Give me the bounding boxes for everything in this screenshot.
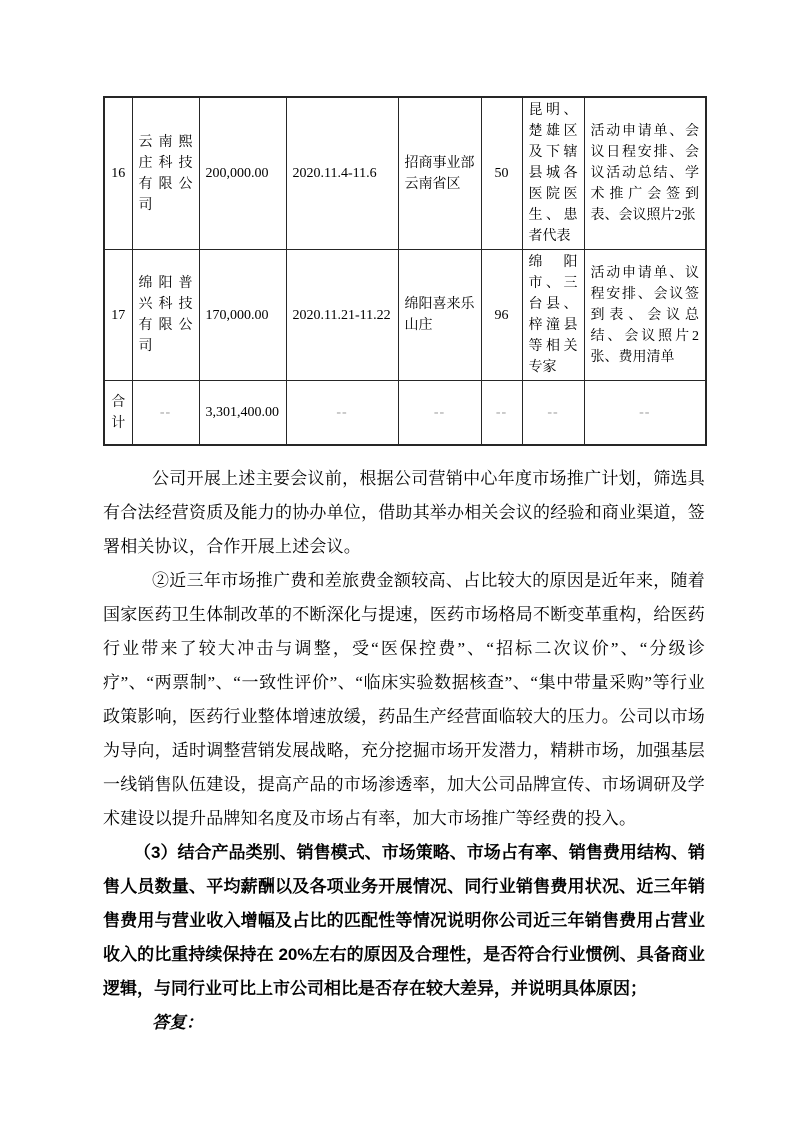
cell-total-participants-dash: -- bbox=[522, 381, 584, 446]
cell-materials-17: 活动申请单、议程安排、会议签到表、会议总结、会议照片2张、费用清单 bbox=[584, 250, 706, 381]
cell-index-16: 16 bbox=[104, 97, 132, 250]
page-content bbox=[103, 96, 707, 1040]
cell-materials-16: 活动申请单、会议日程安排、会议活动总结、学术推广会签到表、会议照片2张 bbox=[584, 97, 706, 250]
cell-company-17: 绵阳普兴科技有限公司 bbox=[132, 250, 199, 381]
cell-attendees-16: 50 bbox=[481, 97, 522, 250]
table-row-total bbox=[104, 381, 706, 446]
cell-total-materials-dash: -- bbox=[584, 381, 706, 446]
cell-participants-17: 绵阳市、三台县、梓潼县等相关专家 bbox=[522, 250, 584, 381]
reply-label: 答复： bbox=[152, 1013, 203, 1032]
cell-total-company-dash: -- bbox=[132, 381, 199, 446]
cell-total-date-dash: -- bbox=[286, 381, 398, 446]
paragraph-cooperation: 公司开展上述主要会议前，根据公司营销中心年度市场推广计划，筛选具有合法经营资质及能力的协办单位，借助其举办相关会议的经验和商业渠道，签署相关协议，合作开展上述会议。 bbox=[103, 469, 705, 556]
cell-date-16: 2020.11.4-11.6 bbox=[286, 97, 398, 250]
cell-attendees-17: 96 bbox=[481, 250, 522, 381]
cell-amount-16: 200,000.00 bbox=[199, 97, 286, 250]
cell-index-17: 17 bbox=[104, 250, 132, 381]
cell-total-label: 合计 bbox=[104, 381, 132, 446]
paragraph-question-3: （3）结合产品类别、销售模式、市场策略、市场占有率、销售费用结构、销售人员数量、平均薪酬以及各项业务开展情况、同行业销售费用状况、近三年销售费用与营业收入增幅及占比的匹配性等情况说明你公司近三年销售费用占营业收入的比重持续保持在 20%左右的原因及合理性，是否符合行业惯例、具备商业逻辑，与同行业可比上市公司相比是否存在较大差异，并说明具体原因； bbox=[103, 843, 705, 998]
table-row-17 bbox=[104, 250, 706, 381]
cell-organizer-16: 招商事业部云南省区 bbox=[398, 97, 481, 250]
cell-total-attendees-dash: -- bbox=[481, 381, 522, 446]
cell-company-16: 云南熙庄科技有限公司 bbox=[132, 97, 199, 250]
paragraph-expense-reason: ②近三年市场推广费和差旅费金额较高、占比较大的原因是近年来，随着国家医药卫生体制改革的不断深化与提速，医药市场格局不断变革重构，给医药行业带来了较大冲击与调整，受“医保控费”、“招标二次议价”、“分级诊疗”、“两票制”、“一致性评价”、“临床实验数据核查”、“集中带量采购”等行业政策影响，医药行业整体增速放缓，药品生产经营面临较大的压力。公司以市场为导向，适时调整营销发展战略，充分挖掘市场开发潜力，精耕市场，加强基层一线销售队伍建设，提高产品的市场渗透率，加大公司品牌宣传、市场调研及学术建设以提升品牌知名度及市场占有率，加大市场推广等经费的投入。 bbox=[103, 571, 705, 828]
cell-date-17: 2020.11.21-11.22 bbox=[286, 250, 398, 381]
cell-organizer-17: 绵阳喜来乐山庄 bbox=[398, 250, 481, 381]
table-row-16 bbox=[104, 97, 706, 250]
cell-total-organizer-dash: -- bbox=[398, 381, 481, 446]
promo-conference-table bbox=[103, 96, 707, 446]
cell-total-amount: 3,301,400.00 bbox=[199, 381, 286, 446]
cell-amount-17: 170,000.00 bbox=[199, 250, 286, 381]
cell-participants-16: 昆明、楚雄区及下辖县城各医院医生、患者代表 bbox=[522, 97, 584, 250]
